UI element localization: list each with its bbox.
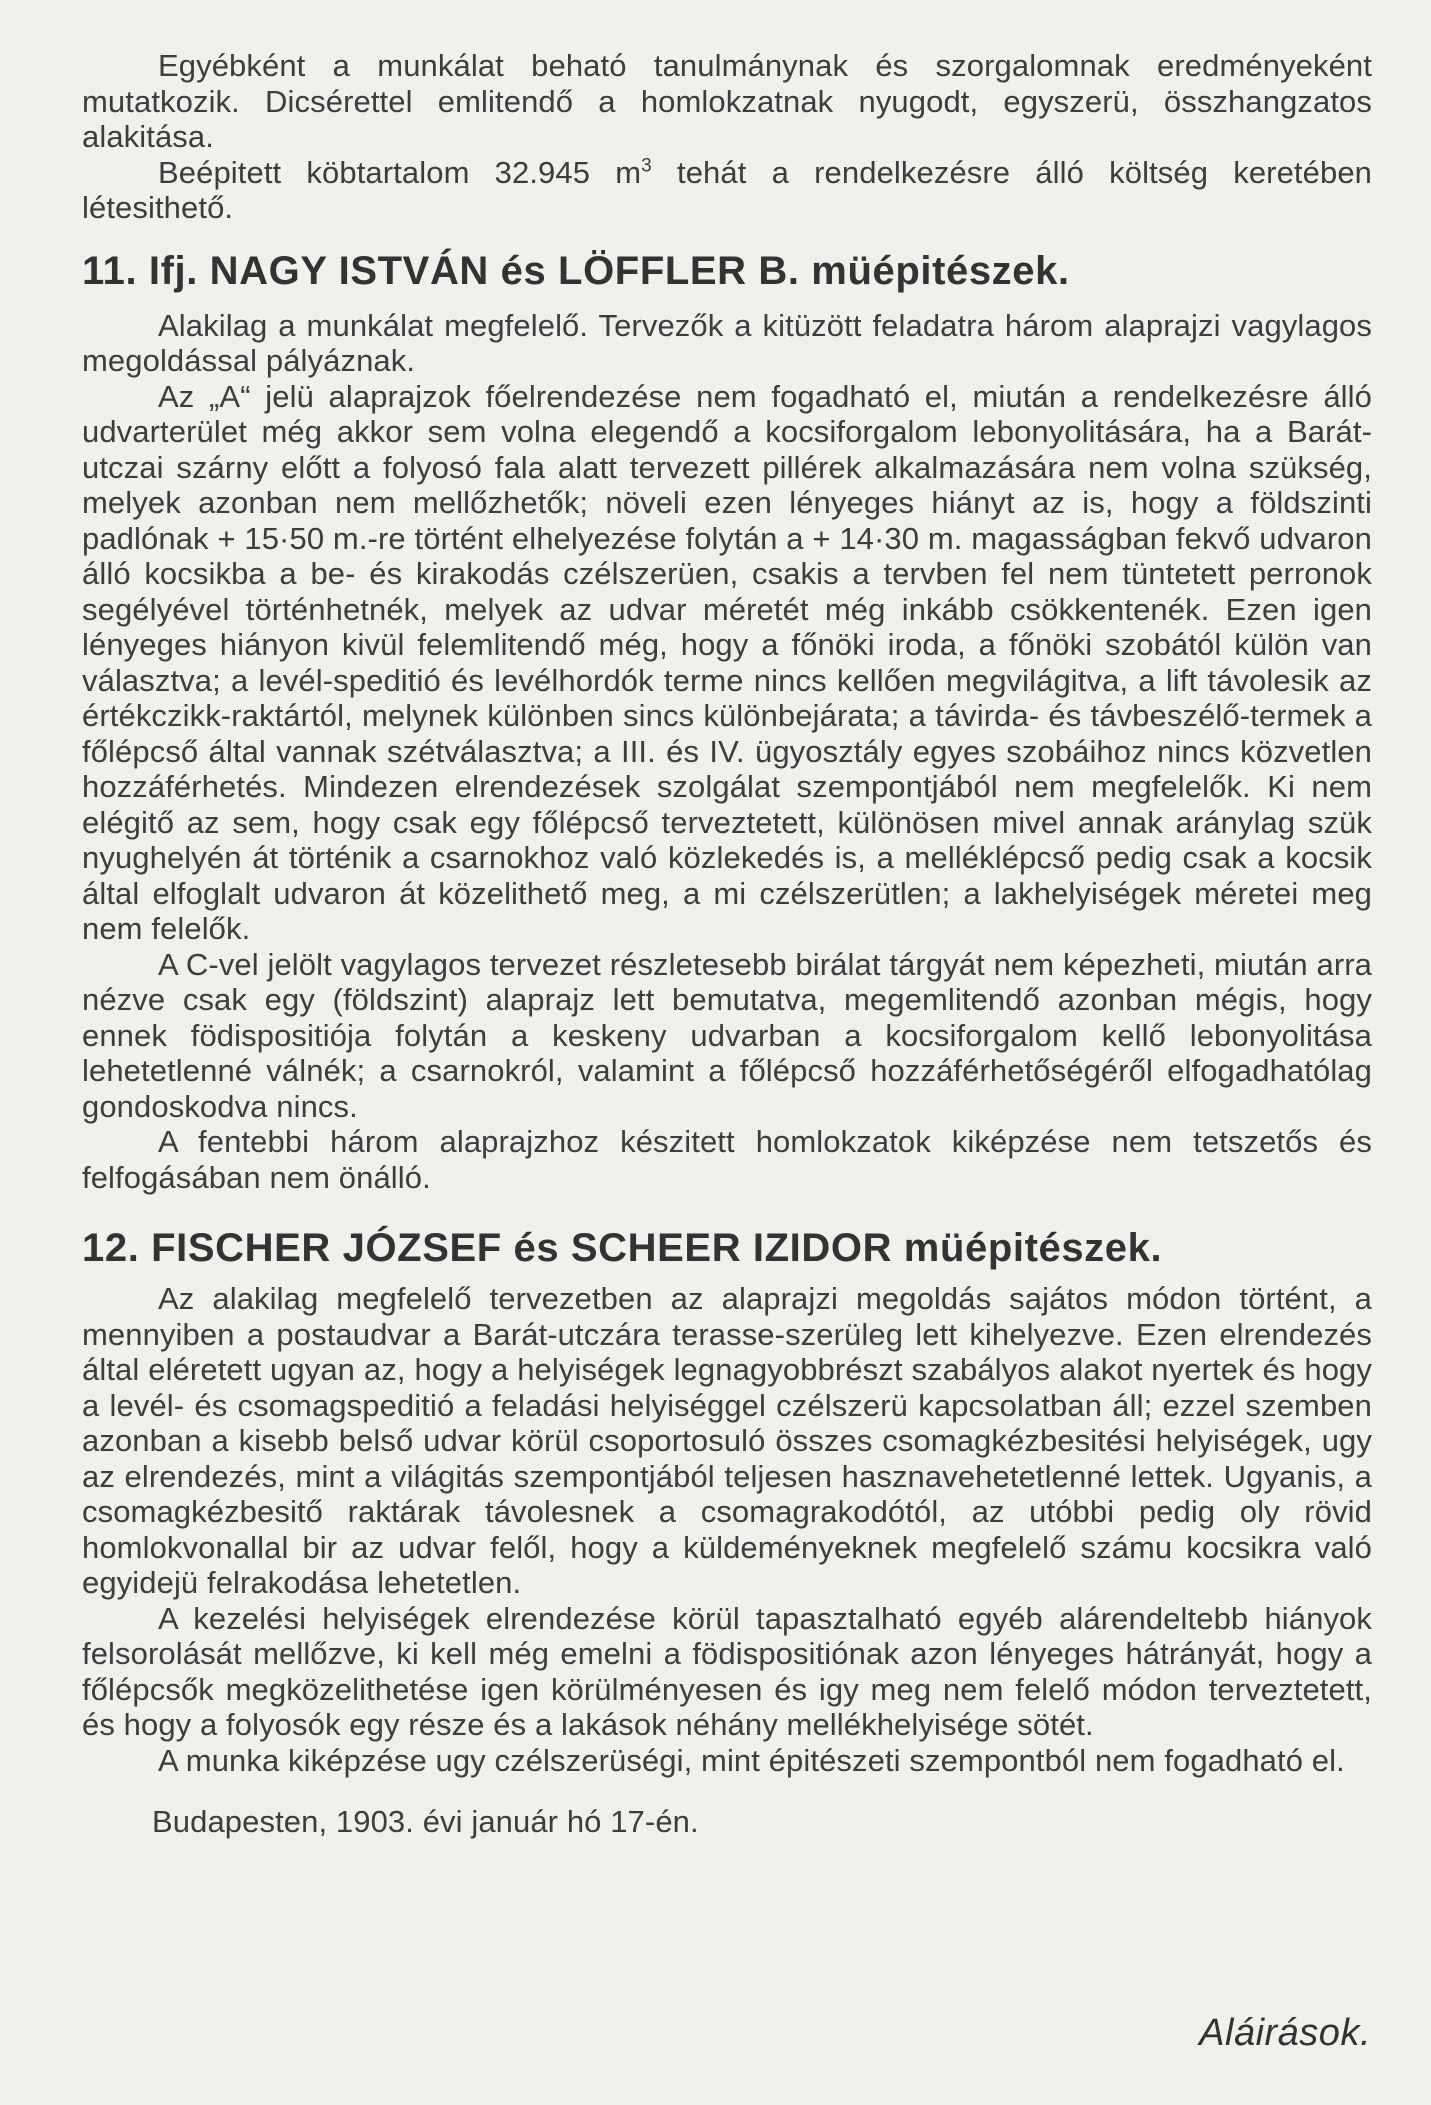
section-11-paragraph: Alakilag a munkálat megfelelő. Tervezők a kitüzött feladatra három alaprajzi vagylagos megoldással pályáznak. [82,307,1372,378]
document-page [82,48,1372,1840]
volume-text-before: Beépitett köbtartalom 32.945 m [158,154,642,190]
volume-text-after: tehát a rendelkezésre álló költség keretében létesithető. [82,154,1372,225]
section-12-paragraph: A kezelési helyiségek elrendezése körül tapasztalható egyéb alárendeltebb hiányok felsorolását mellőzve, ki kell még emelni a födispositiónak azon lényeges hátrányát, hogy a főlépcsők megközelithetése igen körülményesen és igy meg nem felelő módon terveztetett, és hogy a folyosók egy része és a lakások néhány mellékhelyisége sötét. [82,1600,1372,1742]
section-11-paragraph: Az „A“ jelü alaprajzok főelrendezése nem fogadható el, miután a rendelkezésre álló udvarterület még akkor sem volna elegendő a kocsiforgalom lebonyolitására, ha a Barát-utczai szárny előtt a folyosó fala alatt tervezett pillérek alkalmazására nem volna szükség, melyek azonban nem mellőzhetők; növeli ezen lényeges hiányt az is, hogy a földszinti padlónak + 15·50 m.-re történt elhelyezése folytán a + 14·30 m. magasságban fekvő udvaron álló kocsikba a be- és kirakodás czélszerüen, csakis a tervben fel nem tüntetett perronok segélyével történhetnék, melyek az udvar méretét még inkább csökkentenék. Ezen igen lényeges hiányon kivül felemlitendő még, hogy a főnöki iroda, a főnöki szobától külön van választva; a levél-speditió és levélhordók terme nincs kellően megvilágitva, a lift távolesik az értékczikk-raktártól, melynek különben sincs különbejárata; a távirda- és távbeszélő-termek a főlépcső által vannak szétválasztva; a III. és IV. ügyosztály egyes szobáihoz nincs közvetlen hozzáférhetés. Mindezen elrendezések szolgálat szempontjából nem megfelelők. Ki nem elégitő az sem, hogy csak egy főlépcső terveztetett, különösen mivel annak aránylag szük nyughelyén át történik a csarnokhoz való közlekedés is, a melléklépcső pedig csak a kocsik által elfoglalt udvaron át közelithető meg, a mi czélszerütlen; a lakhelyiségek méretei meg nem felelők. [82,378,1372,946]
section-11-heading: 11. Ifj. NAGY ISTVÁN és LÖFFLER B. müépitészek. [82,248,1070,293]
date-line: Budapesten, 1903. évi január hó 17-én. [152,1804,699,1839]
section-12-paragraph: Az alakilag megfelelő tervezetben az alaprajzi megoldás sajátos módon történt, a mennyiben a postaudvar a Barát-utczára terasse-szerüleg lett kihelyezve. Ezen elrendezés által eléretett ugyan az, hogy a helyiségek legnagyobbrészt szabályos alakot nyertek és hogy a levél- és csomagspeditió a feladási helyiséggel czélszerü kapcsolatban áll; ezzel szemben azonban a kisebb belső udvar körül csoportosuló összes csomagkézbesitési helyiségek, ugy az elrendezés, mint a világitás szempontjából teljesen hasznavehetetlenné lettek. Ugyanis, a csomagkézbesitő raktárak távolesnek a csomagrakodótól, az utóbbi pedig oly rövid homlokvonallal bir az udvar felől, hogy a küldeményeknek megfelelő számu kocsikra való egyidejü felrakodása lehetetlen. [82,1281,1372,1600]
cubic-superscript: 3 [641,155,652,177]
section-11-paragraph: A fentebbi három alaprajzhoz készitett homlokzatok kiképzése nem tetszetős és felfogásában nem önálló. [82,1124,1372,1195]
section-12-paragraph: A munka kiképzése ugy czélszerüségi, mint épitészeti szempontból nem fogadható el. [158,1742,1345,1778]
signature-line: Aláirások. [1199,2012,1371,2054]
section-11-paragraph: A C-vel jelölt vagylagos tervezet részletesebb birálat tárgyát nem képezheti, miután arra nézve csak egy (földszint) alaprajz lett bemutatva, megemlitendő azonban mégis, hogy ennek födispositiója folytán a keskeny udvarban a kocsiforgalom kellő lebonyolitása lehetetlenné válnék; a csarnokról, valamint a főlépcső hozzáférhetőségéről elfogadhatólag gondoskodva nincs. [82,946,1372,1124]
section-12-heading: 12. FISCHER JÓZSEF és SCHEER IZIDOR müépitészek. [82,1226,1163,1270]
intro-volume-paragraph [82,155,1372,226]
intro-paragraph: Egyébként a munkálat beható tanulmánynak és szorgalomnak eredményeként mutatkozik. Dicsérettel emlitendő a homlokzatnak nyugodt, egyszerü, összhangzatos alakitása. [82,48,1372,154]
